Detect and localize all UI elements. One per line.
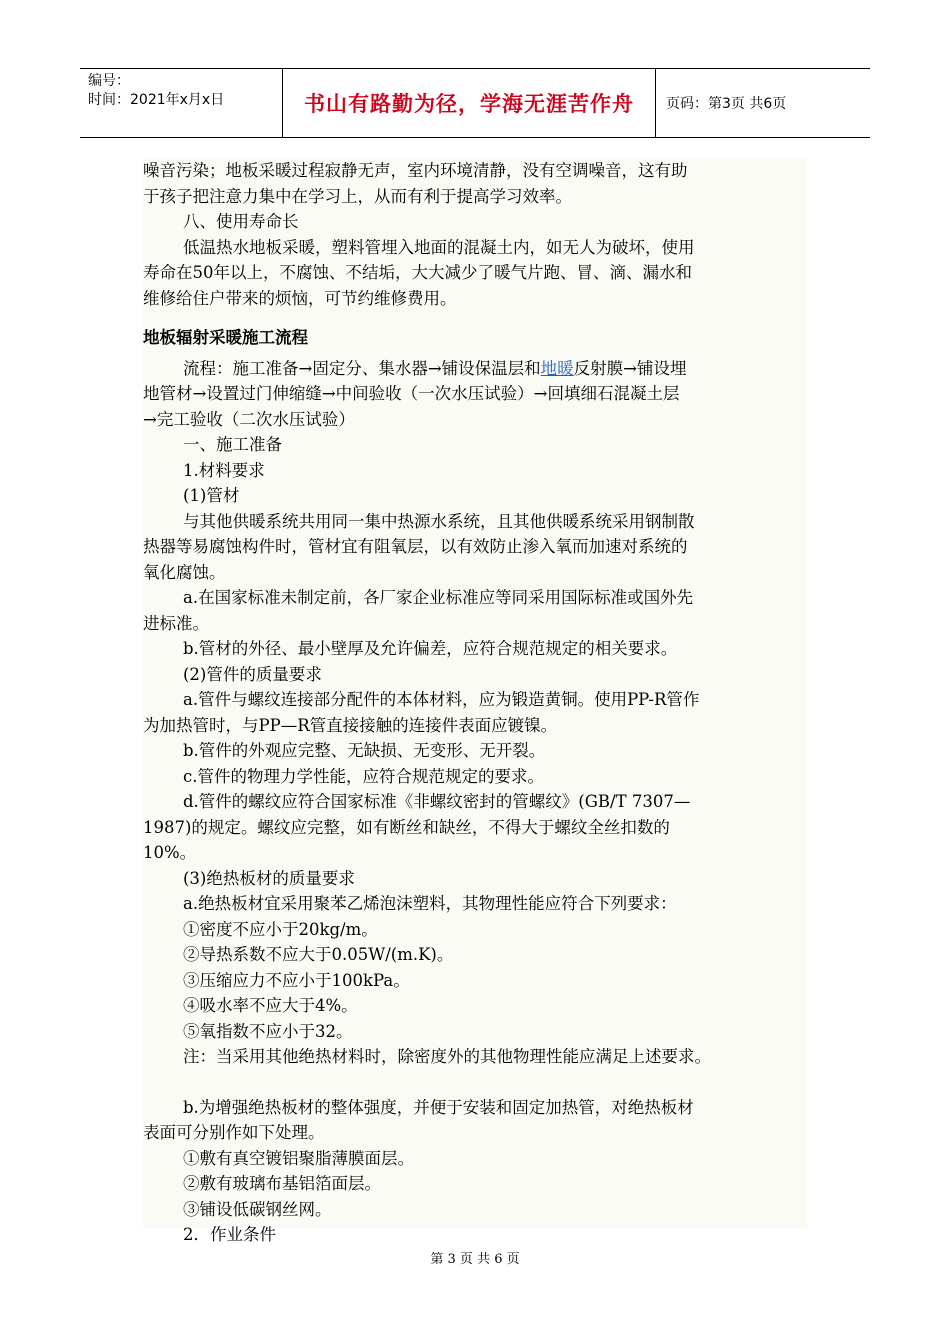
subsection-title: (1)管材 — [183, 486, 240, 505]
list-item: ③压缩应力不应小于100kPa。 — [183, 970, 410, 990]
body-line: 进标准。 — [143, 613, 209, 633]
subsection-title: 2．作业条件 — [183, 1225, 276, 1244]
body-line: 寿命在50年以上，不腐蚀、不结垢，大大减少了暖气片跑、冒、滴、漏水和 — [143, 263, 692, 282]
flow-text: 流程：施工准备→固定分、集水器→铺设保温层和 — [183, 358, 541, 378]
body-line: 为加热管时，与PP—R管直接接触的连接件表面应镀镍。 — [143, 715, 558, 735]
header-page-label: 页码：第3页 共6页 — [666, 96, 787, 112]
document-header — [80, 68, 870, 138]
flow-line — [143, 356, 807, 382]
body-line: →完工验收（二次水压试验） — [143, 409, 355, 429]
subsection-title: 1.材料要求 — [183, 460, 265, 480]
header-motto: 书山有路勤为径，学海无涯苦作舟 — [282, 69, 656, 137]
body-line: 低温热水地板采暖，塑料管埋入地面的混凝土内，如无人为破坏，使用 — [183, 237, 695, 257]
body-line: 表面可分别作如下处理。 — [143, 1123, 325, 1142]
list-item: ②敷有玻璃布基铝箔面层。 — [183, 1174, 381, 1193]
body-line: 与其他供暖系统共用同一集中热源水系统，且其他供暖系统采用钢制散 — [183, 511, 695, 531]
body-line: a.管件与螺纹连接部分配件的本体材料，应为锻造黄铜。使用PP-R管作 — [183, 690, 700, 709]
body-line: c.管件的物理力学性能，应符合规范规定的要求。 — [183, 766, 544, 786]
body-line: 地管材→设置过门伸缩缝→中间验收（一次水压试验）→回填细石混凝土层 — [143, 384, 680, 403]
list-item: ②导热系数不应大于0.05W/(m.K)。 — [183, 945, 454, 964]
body-line: a.在国家标准未制定前，各厂家企业标准应等同采用国际标准或国外先 — [183, 588, 694, 607]
number-label: 编号： — [88, 73, 130, 89]
subsection-title: (3)绝热板材的质量要求 — [183, 868, 355, 888]
body-line: b.为增强绝热板材的整体强度，并便于安装和固定加热管，对绝热板材 — [183, 1097, 694, 1117]
body-line: 噪音污染；地板采暖过程寂静无声，室内环境清静，没有空调噪音，这有助 — [143, 161, 688, 180]
section-title: 一、施工准备 — [183, 435, 282, 454]
list-item: ①密度不应小于20kg/m。 — [183, 919, 378, 939]
floor-heating-link[interactable]: 地暖 — [540, 358, 574, 378]
body-line: 热器等易腐蚀构件时，管材宜有阻氧层，以有效防止渗入氧而加速对系统的 — [143, 537, 688, 556]
list-item: ①敷有真空镀铝聚脂薄膜面层。 — [183, 1148, 414, 1168]
body-line: 氧化腐蚀。 — [143, 562, 226, 582]
body-line: 维修给住户带来的烦恼，可节约维修费用。 — [143, 288, 457, 308]
paragraph-gap — [143, 1070, 807, 1095]
list-item: ③铺设低碳钢丝网。 — [183, 1199, 332, 1219]
section-title: 八、使用寿命长 — [183, 212, 299, 231]
note-line: 注：当采用其他绝热材料时，除密度外的其他物理性能应满足上述要求。 — [183, 1047, 711, 1066]
date-label: 时间：2021年x月x日 — [88, 92, 225, 108]
body-line: d.管件的螺纹应符合国家标准《非螺纹密封的管螺纹》(GB/T 7307— — [183, 792, 691, 811]
list-item: ④吸水率不应大于4%。 — [183, 996, 358, 1015]
body-line: 10%。 — [143, 843, 197, 862]
list-item: ⑤氧指数不应小于32。 — [183, 1021, 353, 1041]
body-line: b.管材的外径、最小壁厚及允许偏差，应符合规范规定的相关要求。 — [183, 639, 678, 658]
body-line: b.管件的外观应完整、无缺损、无变形、无开裂。 — [183, 741, 546, 760]
page-footer: 第 3 页 共 6 页 — [430, 1252, 520, 1267]
flow-text: 反射膜→铺设埋 — [573, 358, 687, 378]
section-heading: 地板辐射采暖施工流程 — [143, 328, 308, 347]
document-body — [143, 158, 807, 1244]
header-meta — [80, 69, 282, 137]
body-line: 1987)的规定。螺纹应完整，如有断丝和缺丝，不得大于螺纹全丝扣数的 — [143, 817, 670, 837]
body-line: 于孩子把注意力集中在学习上，从而有利于提高学习效率。 — [143, 186, 572, 206]
subsection-title: (2)管件的质量要求 — [183, 664, 322, 684]
body-line: a.绝热板材宜采用聚苯乙烯泡沫塑料，其物理性能应符合下列要求： — [183, 894, 677, 913]
